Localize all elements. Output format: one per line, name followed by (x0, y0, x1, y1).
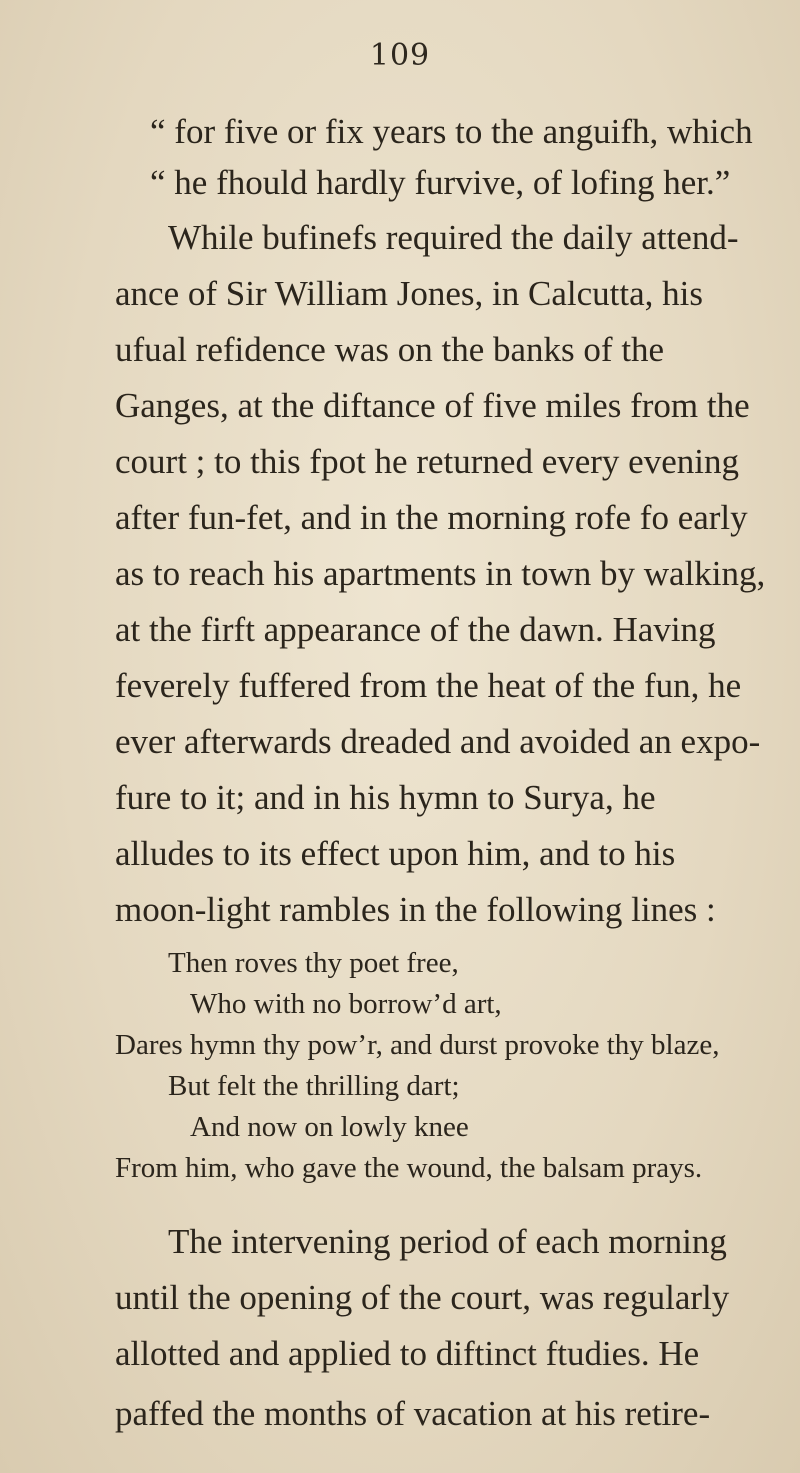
text-line: after fun-fet, and in the morning rofe fo early (115, 498, 748, 537)
text-line: until the opening of the court, was regularly (115, 1278, 730, 1317)
page-number: 109 (369, 38, 431, 73)
text-line: ufual refidence was on the banks of the (115, 330, 665, 369)
text-line: “ for five or fix years to the anguifh, which (150, 112, 753, 151)
text-line: paffed the months of vacation at his retire- (115, 1394, 711, 1433)
verse-line: From him, who gave the wound, the balsam prays. (115, 1152, 703, 1184)
text-line: Ganges, at the diftance of five miles from the (115, 386, 750, 425)
text-line: alludes to its effect upon him, and to his (115, 834, 676, 873)
text-line: feverely fuffered from the heat of the fun, he (115, 666, 742, 705)
text-line: “ he fhould hardly furvive, of lofing her.” (150, 163, 731, 202)
verse-line: Then roves thy poet free, (168, 947, 459, 979)
text-line: ever afterwards dreaded and avoided an expo- (115, 722, 761, 761)
text-line: court ; to this fpot he returned every evening (115, 442, 739, 481)
text-line: fure to it; and in his hymn to Surya, he (115, 778, 656, 817)
verse-line: And now on lowly knee (190, 1111, 469, 1143)
verse-line: But felt the thrilling dart; (168, 1070, 460, 1102)
text-line: ance of Sir William Jones, in Calcutta, his (115, 274, 703, 313)
verse-line: Who with no borrow’d art, (190, 988, 502, 1020)
text-line: at the firft appearance of the dawn. Having (115, 610, 716, 649)
text-line: moon-light rambles in the following lines : (115, 890, 716, 929)
verse-line: Dares hymn thy pow’r, and durst provoke thy blaze, (115, 1029, 720, 1061)
text-line: allotted and applied to diftinct ftudies. He (115, 1334, 700, 1373)
text-line: While bufinefs required the daily attend- (168, 218, 739, 257)
text-line: The intervening period of each morning (168, 1222, 727, 1261)
text-line: as to reach his apartments in town by walking, (115, 554, 766, 593)
